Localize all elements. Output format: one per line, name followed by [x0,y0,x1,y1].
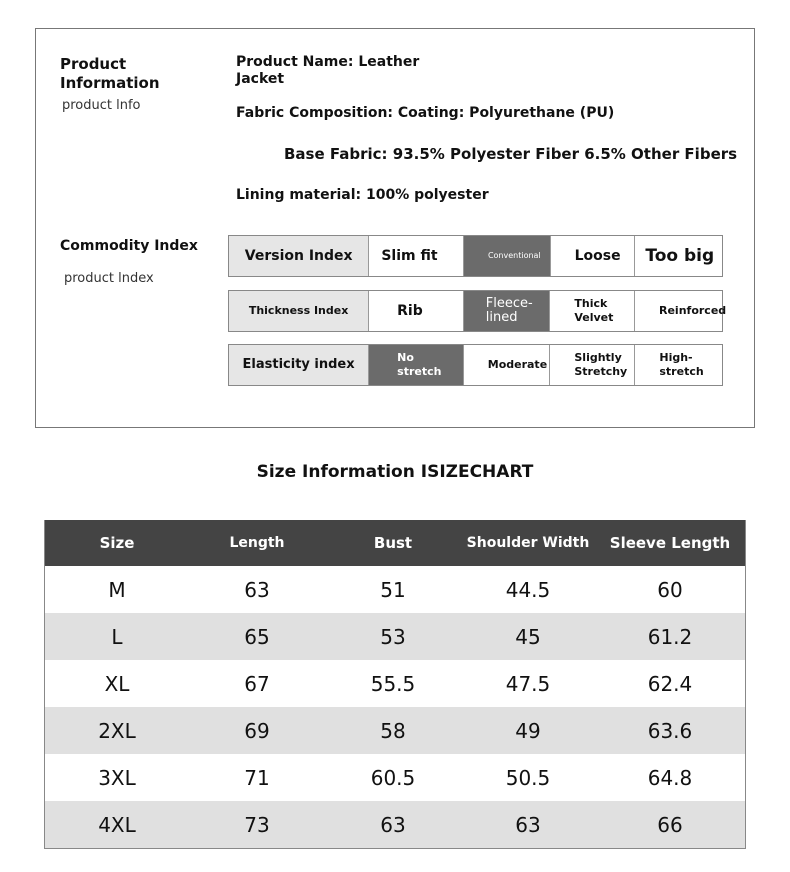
shoulder-cell: 50.5 [505,765,551,790]
elasticity-index-label: Elasticity index [229,345,368,385]
option-high-stretch: High-stretch [634,345,722,385]
header-shoulder-width: Shoulder Width [461,520,595,566]
sleeve-cell: 61.2 [595,613,746,660]
option-moderate: Moderate [463,345,550,385]
length-cell: 71 [244,765,270,790]
size-cell: L [45,613,190,660]
lining-material: Lining material: 100% polyester [236,187,489,203]
commodity-index-title: Commodity Index [60,238,198,254]
bust-cell: 63 [325,801,461,849]
version-index-row [228,235,723,277]
shoulder-cell: 45 [461,613,595,660]
thickness-index-label: Thickness Index [229,291,368,331]
thickness-index-row [228,290,727,332]
base-fabric: Base Fabric: 93.5% Polyester Fiber 6.5% Other Fibers [284,145,738,163]
length-cell: 73 [189,801,325,849]
shoulder-cell: 63 [461,801,595,849]
option-thick-velvet: Thick Velvet [549,291,634,331]
bust-cell: 55.5 [370,671,416,696]
length-cell: 69 [189,707,325,754]
table-row [45,801,746,849]
product-info-title: Product Information [60,55,160,92]
commodity-index-subtitle: product lndex [64,271,154,286]
option-loose: Loose [550,236,635,276]
size-chart-header-row [45,520,746,566]
length-cell: 65 [189,613,325,660]
fabric-composition: Fabric Composition: Coating: Polyurethane (PU) [236,105,615,121]
header-size: Size [45,520,190,566]
product-info-panel [35,28,755,428]
shoulder-cell: 44.5 [505,577,551,602]
option-conventional: Conventional [463,236,550,276]
option-rib: Rib [368,291,463,331]
option-no-stretch: No stretch [368,345,463,385]
sleeve-cell: 66 [595,801,746,849]
option-fleece-lined: Fleece-lined [463,291,550,331]
sleeve-cell: 63.6 [595,707,746,754]
version-index-label: Version Index [229,236,368,276]
sleeve-cell: 60 [657,577,683,602]
option-slightly-stretchy: Slightly Stretchy [549,345,634,385]
option-reinforced: Reinforced [634,291,722,331]
shoulder-cell: 47.5 [505,671,551,696]
option-too-big: Too big [634,236,722,276]
size-cell: M [108,577,126,602]
header-bust: Bust [325,520,461,566]
length-cell: 63 [244,577,270,602]
elasticity-index-row [228,344,723,386]
table-row [45,613,746,660]
size-chart-table [44,520,746,849]
sleeve-cell: 62.4 [647,671,693,696]
product-info-subtitle: product lnfo [62,98,141,113]
bust-cell: 53 [325,613,461,660]
size-cell: 2XL [45,707,190,754]
bust-cell: 58 [325,707,461,754]
sleeve-cell: 64.8 [647,765,693,790]
size-chart-title: Size Information ISIZECHART [256,462,534,482]
shoulder-cell: 49 [461,707,595,754]
table-row [45,707,746,754]
header-sleeve-length: Sleeve Length [595,520,746,566]
option-slim-fit: Slim fit [368,236,463,276]
table-row [45,566,746,613]
size-cell: 3XL [98,765,136,790]
size-cell: 4XL [45,801,190,849]
table-row [45,660,746,707]
bust-cell: 60.5 [370,765,416,790]
table-row [45,754,746,801]
bust-cell: 51 [380,577,406,602]
size-cell: XL [104,671,130,696]
product-name: Product Name: Leather Jacket [236,54,420,87]
header-length: Length [189,520,325,566]
length-cell: 67 [244,671,270,696]
